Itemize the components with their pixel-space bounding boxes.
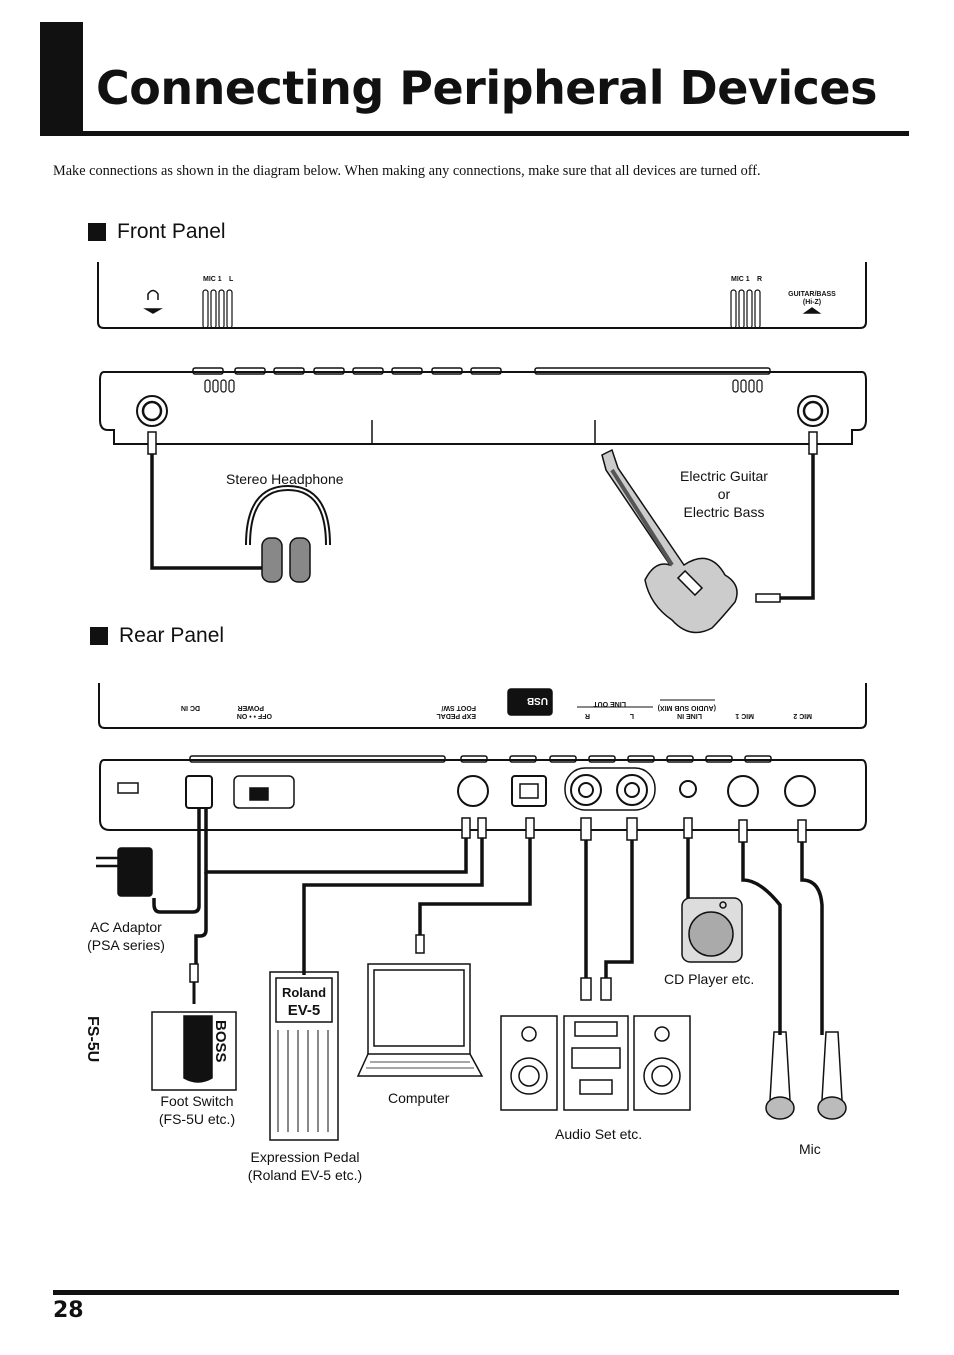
- rear-panel-top-view: [99, 683, 866, 728]
- computer-label: Computer: [388, 1090, 450, 1106]
- expression-pedal-label: [238, 1148, 372, 1184]
- guitar-label: [664, 467, 784, 521]
- front-panel-heading-label: Front Panel: [117, 220, 226, 243]
- foot-sw-jack: [458, 776, 488, 806]
- dc-in-jack: [186, 776, 212, 808]
- mic1-left-tag: L: [229, 276, 234, 283]
- ac-adaptor-label-line2: (PSA series): [87, 937, 165, 953]
- line-out-label: LINE OUT: [593, 700, 626, 707]
- foot-switch-label-line2: (FS-5U etc.): [158, 1111, 236, 1127]
- foot-sw-label: FOOT SW/: [441, 704, 476, 711]
- audio-set-illustration: [501, 1016, 690, 1110]
- footer-rule: [53, 1290, 899, 1295]
- phones-jack: [137, 396, 167, 426]
- front-panel-top-view: [98, 262, 866, 328]
- usb-port: [512, 776, 546, 806]
- foot-switch-label: [147, 1092, 247, 1128]
- rear-panel-heading-label: Rear Panel: [119, 624, 225, 647]
- headphone-label: Stereo Headphone: [226, 471, 344, 487]
- page-number: 28: [53, 1298, 84, 1323]
- microphone-illustration: [766, 1032, 846, 1119]
- cd-player-label: CD Player etc.: [664, 971, 755, 987]
- hiz-label: (Hi-Z): [802, 299, 822, 306]
- mic-label: Mic: [799, 1141, 821, 1157]
- intro-text: Make connections as shown in the diagram below. When making any connections, make sure that all devices are turned off.: [53, 163, 761, 179]
- guitar-input-arrow-icon: [805, 308, 819, 313]
- guitar-label-line3: Electric Bass: [683, 504, 765, 520]
- mic1-left-grille: [203, 290, 232, 328]
- usb-label: USB: [526, 695, 548, 706]
- mic1-rear-label: MIC 1: [735, 712, 754, 719]
- line-in-jack: [680, 781, 696, 797]
- expression-pedal-label-line2: (Roland EV-5 etc.): [247, 1167, 363, 1183]
- mic1-right-tag: R: [757, 276, 763, 283]
- line-out-l-label: L: [629, 712, 634, 719]
- fs5u-brand-text: BOSS: [212, 1020, 229, 1063]
- ac-adaptor-label: [78, 918, 174, 954]
- power-states-label: OFF • • ON: [236, 712, 272, 719]
- foot-switch-label-line1: Foot Switch: [160, 1093, 234, 1109]
- front-mic-grille-left: [205, 380, 234, 392]
- line-in-sub-label: (AUDIO SUB MIX): [657, 704, 716, 711]
- rear-vent: [118, 783, 138, 793]
- guitar-jack: [798, 396, 828, 426]
- headphone-cable: [148, 432, 262, 568]
- line-out-r-label: R: [584, 712, 590, 719]
- guitar-label-line1: Electric Guitar: [680, 468, 768, 484]
- line-in-label: LINE IN: [677, 712, 702, 719]
- page-title: Connecting Peripheral Devices: [96, 61, 877, 115]
- ac-adaptor-illustration: [96, 848, 152, 896]
- dc-in-label: DC IN: [180, 704, 200, 711]
- mic1-right-grille: [731, 290, 760, 328]
- fs5u-model-text: FS-5U: [84, 1016, 101, 1063]
- ev5-brand-text: Roland: [281, 985, 327, 1000]
- exp-pedal-label: EXP PEDAL: [436, 712, 476, 719]
- audio-set-label: Audio Set etc.: [555, 1126, 643, 1142]
- guitar-label-line2: or: [717, 486, 731, 502]
- line-out-jacks: [565, 768, 655, 810]
- guitar-bass-label: GUITAR/BASS: [788, 291, 836, 298]
- front-mic-grille-right: [733, 380, 762, 392]
- front-panel-device: [100, 368, 866, 444]
- mic1-jack: [728, 776, 758, 806]
- expression-pedal-label-line1: Expression Pedal: [250, 1149, 360, 1165]
- ev5-model-text: EV-5: [287, 1002, 321, 1019]
- mic2-jack: [785, 776, 815, 806]
- power-label: POWER: [237, 704, 264, 711]
- mic1-right-label: MIC 1: [731, 276, 750, 283]
- ac-adaptor-label-line1: AC Adaptor: [90, 919, 162, 935]
- headphone-symbol-icon: [146, 291, 160, 314]
- power-switch: [234, 776, 294, 808]
- cd-player-illustration: [682, 898, 742, 962]
- mic1-left-label: MIC 1: [203, 276, 222, 283]
- mic2-rear-label: MIC 2: [793, 712, 812, 719]
- laptop-illustration: [358, 964, 482, 1076]
